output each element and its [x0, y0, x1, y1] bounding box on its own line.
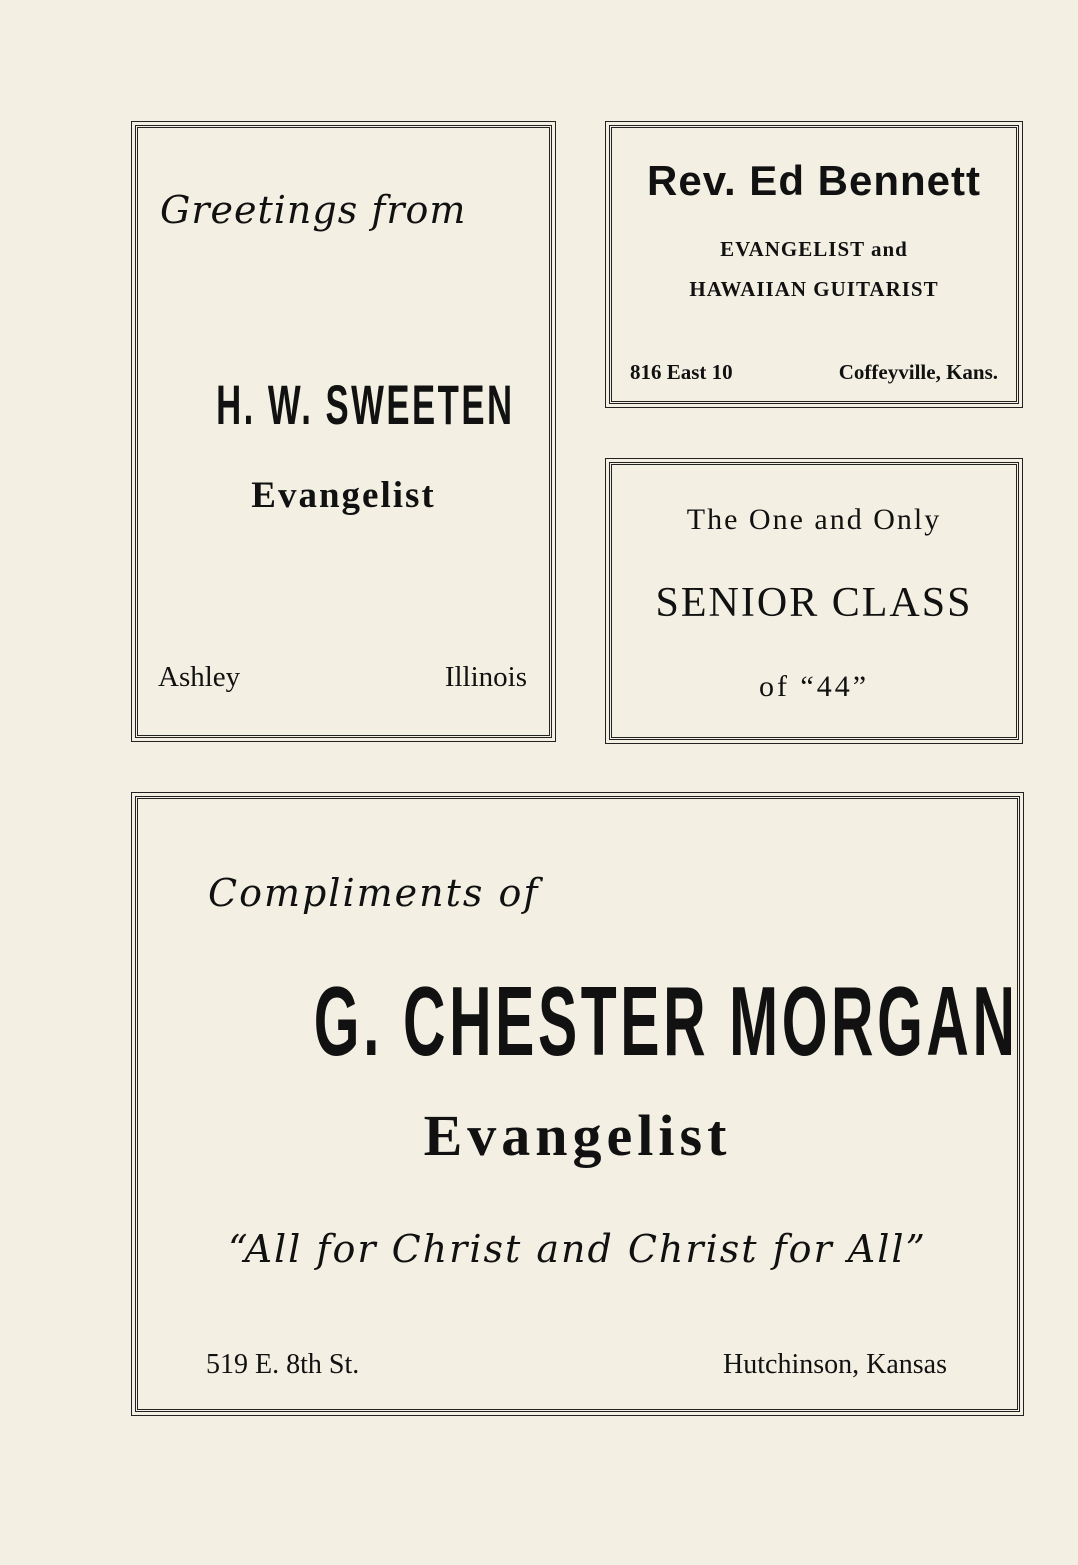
ad-bennett-frame — [609, 125, 1019, 404]
senior-line1: The One and Only — [686, 503, 942, 536]
ad-senior-class — [605, 458, 1023, 744]
senior-line3: of “44” — [758, 670, 870, 703]
bennett-line2: HAWAIIAN GUITARIST — [689, 277, 939, 301]
morgan-address: 519 E. 8th St. — [206, 1349, 360, 1380]
ad-morgan — [131, 792, 1024, 1416]
sweeten-city: Ashley — [158, 661, 241, 693]
morgan-city: Hutchinson, Kansas — [723, 1349, 947, 1380]
ad-morgan-frame — [135, 796, 1020, 1412]
sweeten-name: H. W. SWEETEN — [216, 373, 515, 436]
sweeten-state: Illinois — [444, 661, 527, 693]
morgan-title: Evangelist — [423, 1103, 732, 1168]
ad-sweeten — [131, 121, 556, 742]
sweeten-title: Evangelist — [251, 475, 436, 516]
senior-line2: SENIOR CLASS — [655, 580, 973, 626]
bennett-address: 816 East 10 — [630, 360, 733, 384]
ad-sweeten-frame — [135, 125, 552, 738]
bennett-name: Rev. Ed Bennett — [647, 157, 981, 204]
morgan-motto: “All for Christ and Christ for All” — [228, 1227, 927, 1271]
ad-senior-class-frame — [609, 462, 1019, 740]
morgan-greeting: Compliments of — [208, 871, 540, 915]
morgan-name: G. CHESTER MORGAN — [313, 966, 1019, 1076]
bennett-city: Coffeyville, Kans. — [838, 360, 998, 384]
bennett-line1: EVANGELIST and — [720, 237, 908, 261]
sweeten-greeting: Greetings from — [160, 188, 467, 232]
ad-bennett — [605, 121, 1023, 408]
